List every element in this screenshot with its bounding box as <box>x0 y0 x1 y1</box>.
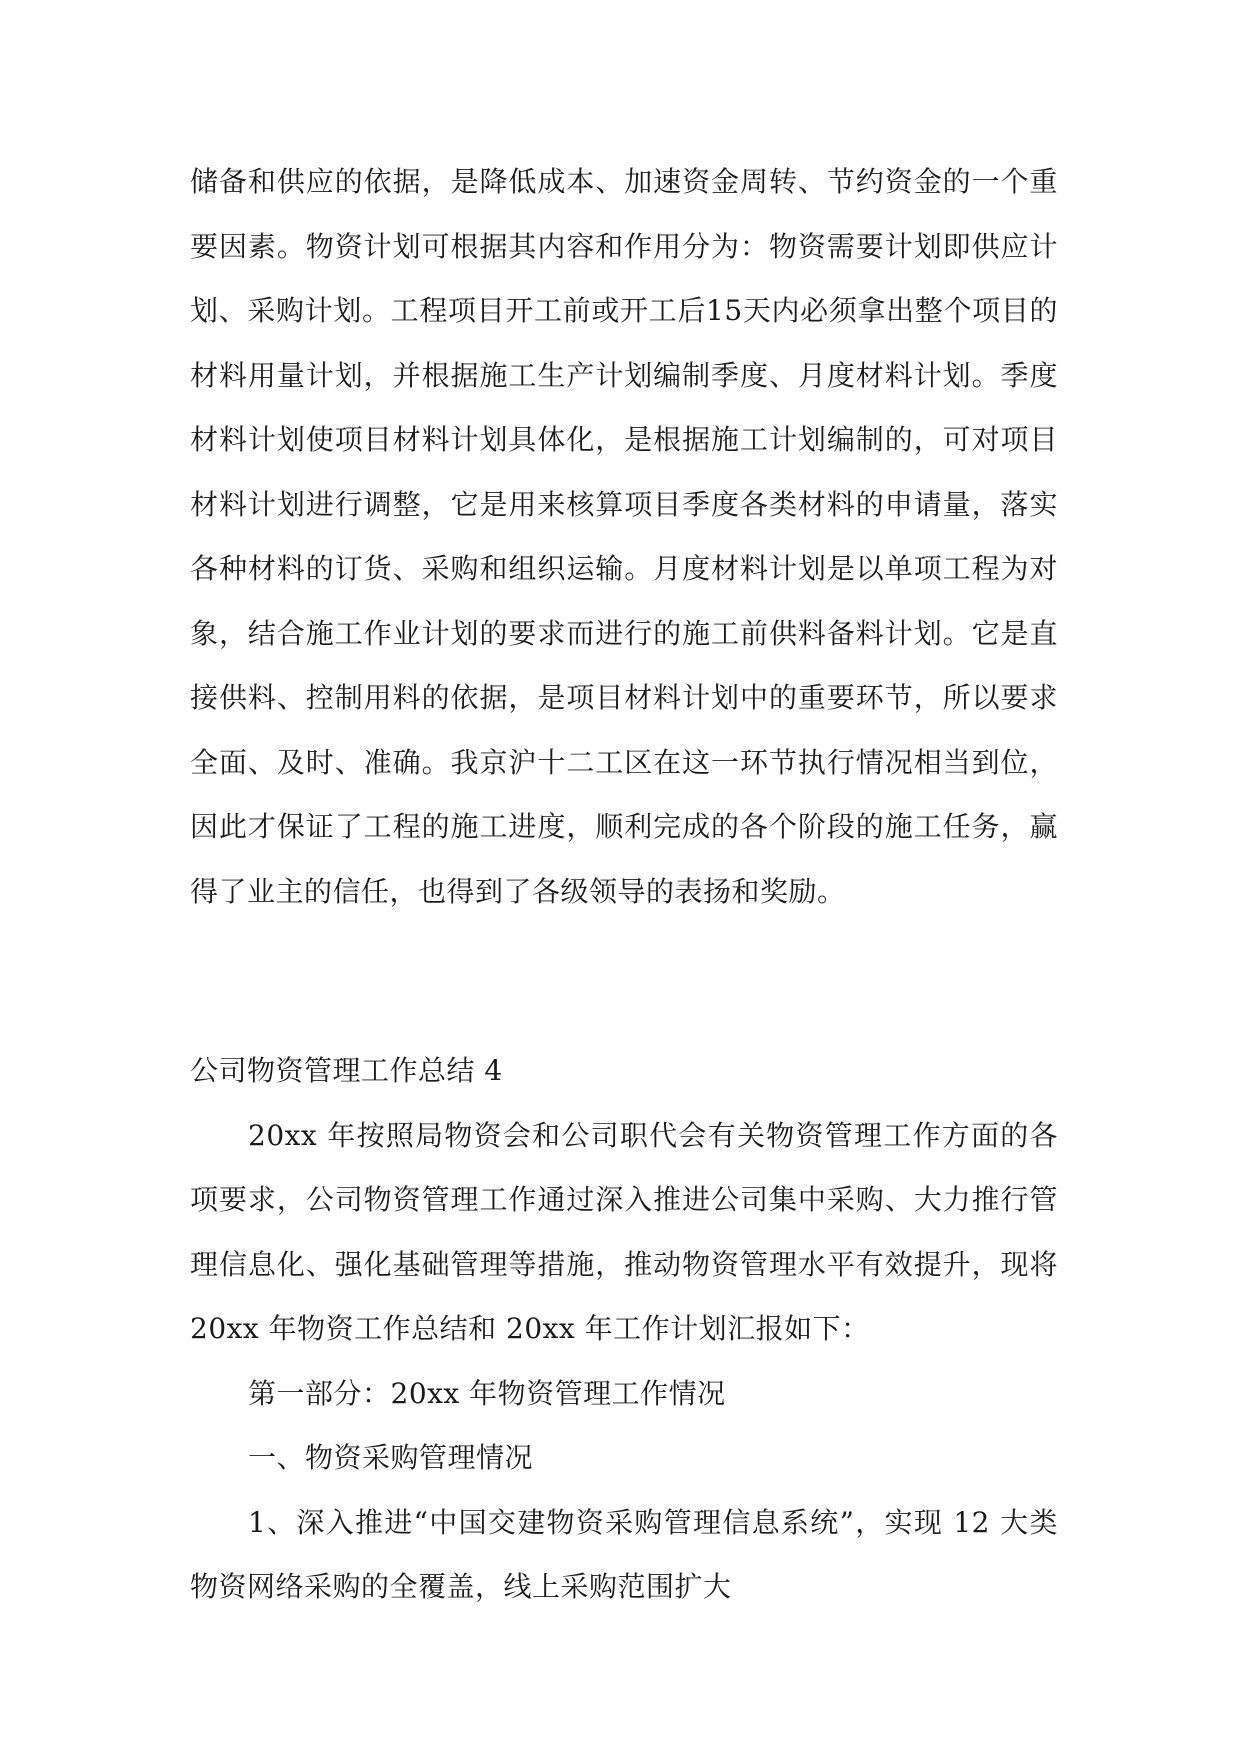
document-body <box>190 150 1058 1620</box>
part-title: 第一部分：20xx 年物资管理工作情况 <box>248 1376 726 1410</box>
section-title: 公司物资管理工作总结 4 <box>190 1054 503 1087</box>
item-paragraph: 1、深入推进“中国交建物资采购管理信息系统”，实现 12 大类物资网络采购的全覆盖，线上采购范围扩大 <box>190 1505 1058 1603</box>
intro-paragraph: 20xx 年按照局物资会和公司职代会有关物资管理工作方面的各项要求，公司物资管理工作通过深入推进公司集中采购、大力推行管理信息化、强化基础管理等措施，推动物资管理水平有效提升，现将 20xx 年物资工作总结和 20xx 年工作计划汇报如下： <box>190 1118 1058 1345</box>
subsection-title: 一、物资采购管理情况 <box>248 1441 534 1474</box>
continuation-paragraph: 储备和供应的依据，是降低成本、加速资金周转、节约资金的一个重要因素。物资计划可根据其内容和作用分为：物资需要计划即供应计划、采购计划。工程项目开工前或开工后15天内必须拿出整个项目的材料用量计划，并根据施工生产计划编制季度、月度材料计划。季度材料计划使项目材料计划具体化，是根据施工计划编制的，可对项目材料计划进行调整，它是用来核算项目季度各类材料的申请量，落实各种材料的订货、采购和组织运输。月度材料计划是以单项工程为对象，结合施工作业计划的要求而进行的施工前供料备料计划。它是直接供料、控制用料的依据，是项目材料计划中的重要环节，所以要求全面、及时、准确。我京沪十二工区在这一环节执行情况相当到位，因此才保证了工程的施工进度，顺利完成的各个阶段的施工任务，赢得了业主的信任，也得到了各级领导的表扬和奖励。 <box>190 165 1058 908</box>
